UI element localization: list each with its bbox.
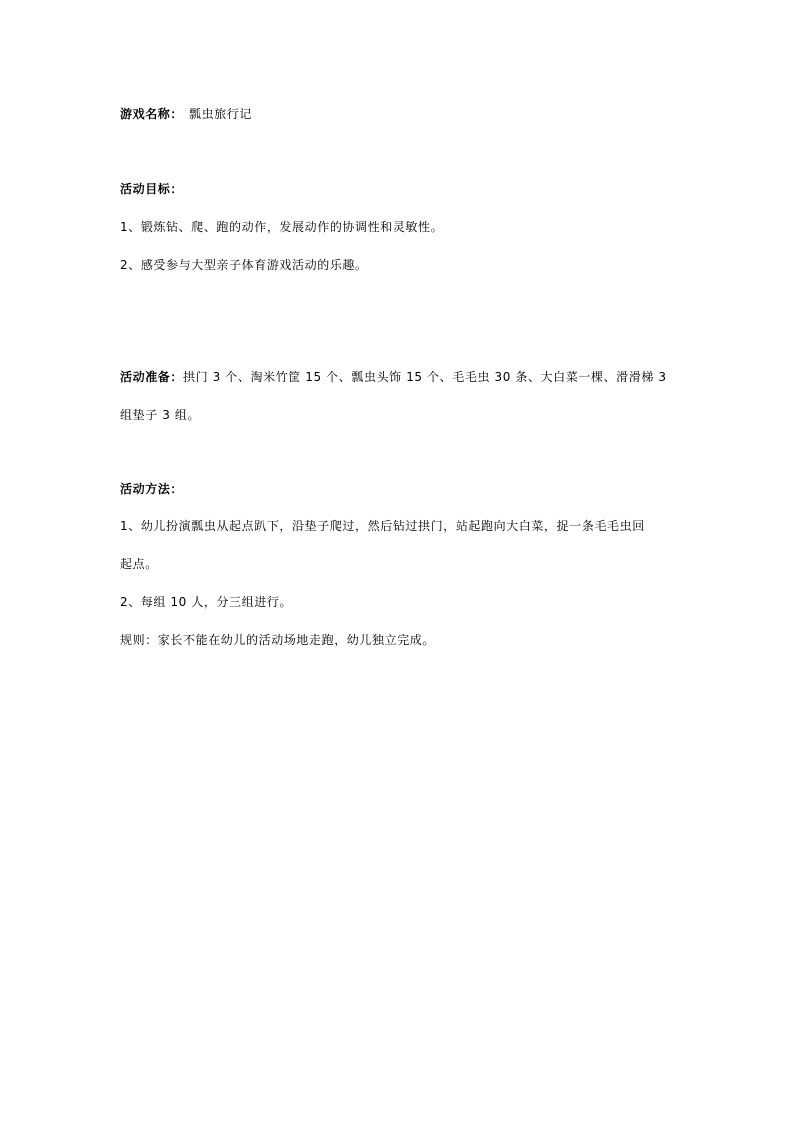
game-name-value: 瓢虫旅行记 [189,107,253,121]
method-item-1-line-2: 起点。 [120,557,158,571]
game-name-label: 游戏名称： [120,107,184,121]
method-item-2: 2、每组 10 人，分三组进行。 [120,595,293,609]
method-rule: 规则：家长不能在幼儿的活动场地走跑，幼儿独立完成。 [120,633,436,647]
goal-item-2: 2、感受参与大型亲子体育游戏活动的乐趣。 [120,258,368,272]
method-item-1-line-1: 1、幼儿扮演瓢虫从起点趴下，沿垫子爬过，然后钻过拱门，站起跑向大白菜，捉一条毛毛虫回 [120,519,645,533]
goal-item-1: 1、锻炼钻、爬、跑的动作，发展动作的协调性和灵敏性。 [120,220,444,234]
method-heading: 活动方法： [120,482,184,496]
preparation-label: 活动准备： [120,370,184,384]
game-name-line [120,106,252,122]
preparation-text: 拱门 3 个、淘米竹筐 15 个、瓢虫头饰 15 个、毛毛虫 30 条、大白菜一棵、滑滑梯 3 [183,370,667,384]
goals-heading: 活动目标： [120,182,184,196]
preparation-line-1 [120,369,667,385]
preparation-line-2: 组垫子 3 组。 [120,408,201,422]
